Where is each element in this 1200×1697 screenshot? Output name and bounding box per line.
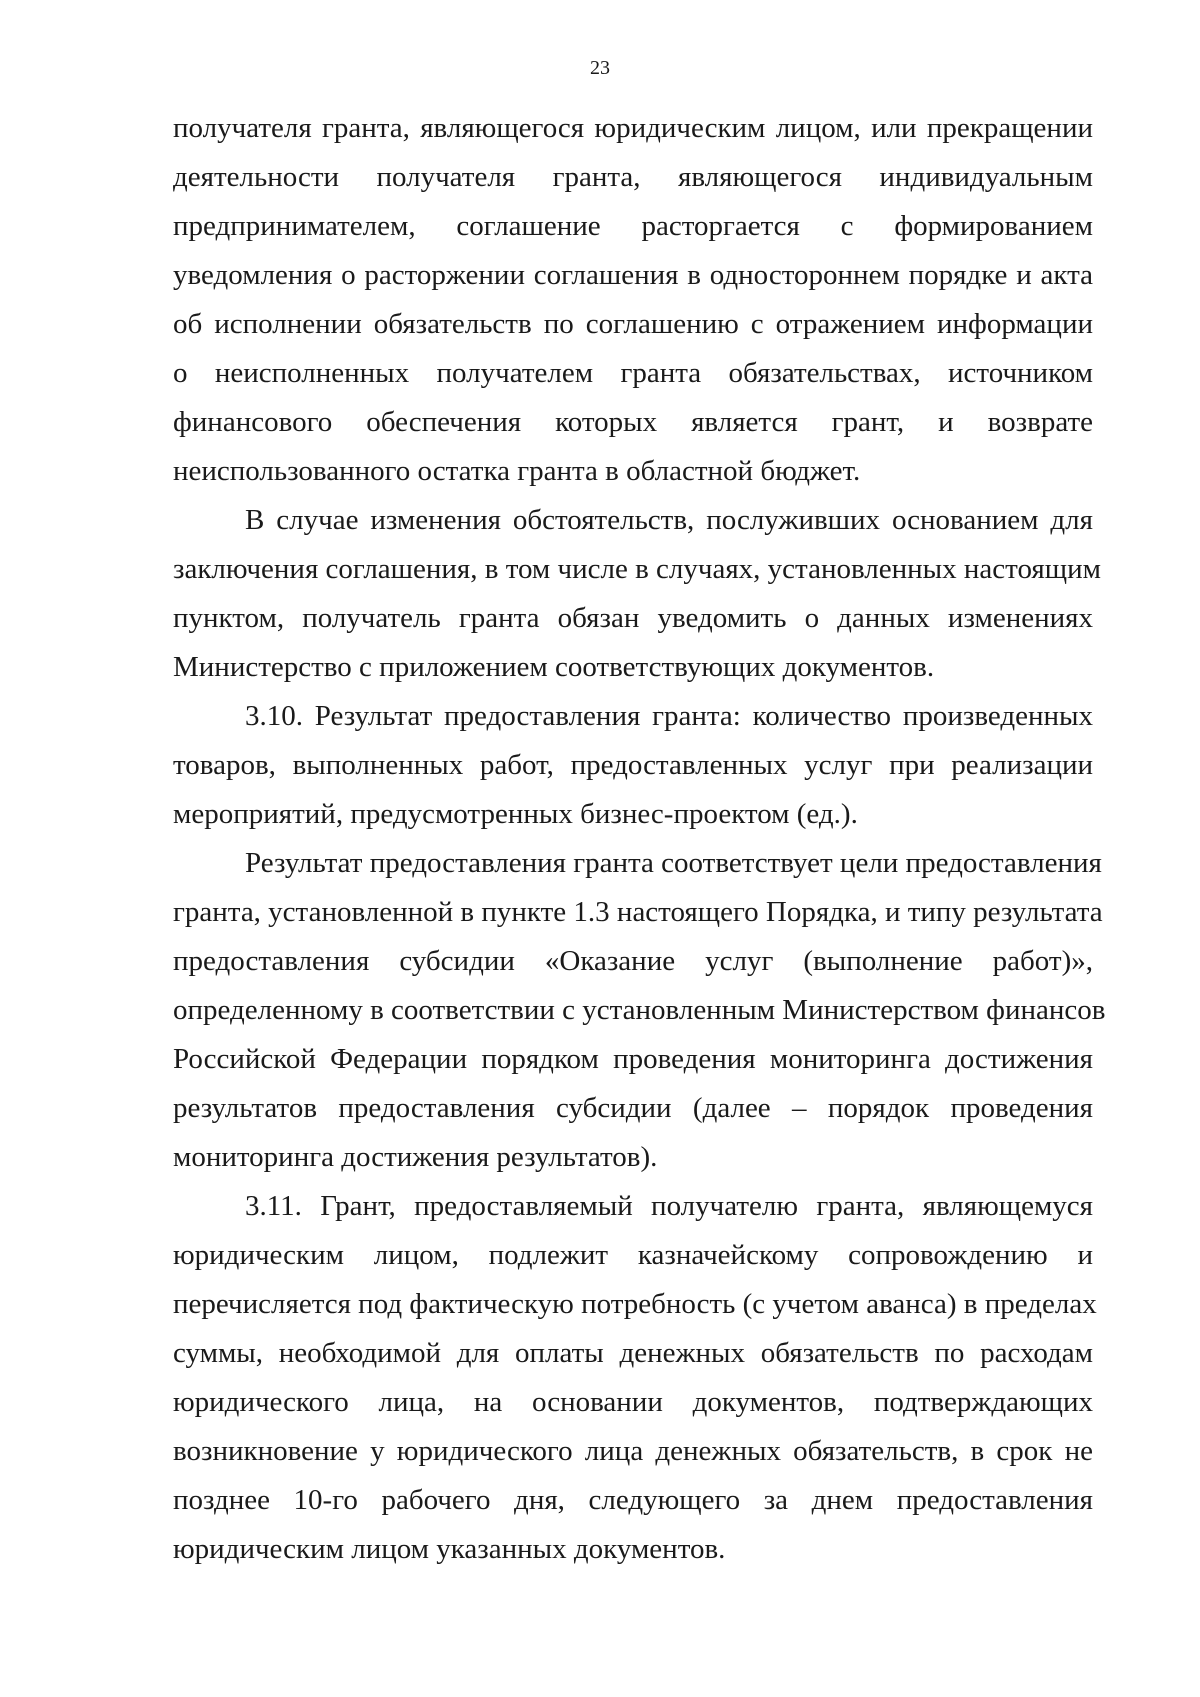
text-line: мероприятий, предусмотренных бизнес-проектом (ед.).	[173, 798, 858, 830]
text-line: Российской Федерации порядком проведения мониторинга достижения	[173, 1043, 1093, 1075]
text-line: позднее 10-го рабочего дня, следующего за днем предоставления	[173, 1484, 1093, 1516]
text-line: суммы, необходимой для оплаты денежных обязательств по расходам	[173, 1337, 1093, 1369]
paragraph	[173, 839, 1106, 1182]
text-line: возникновение у юридического лица денежных обязательств, в срок не	[173, 1435, 1093, 1467]
page-number: 23	[590, 57, 610, 79]
text-line: В случае изменения обстоятельств, послуживших основанием для	[245, 504, 1093, 536]
text-line: определенному в соответствии с установленным Министерством финансов	[173, 994, 1106, 1026]
text-line: заключения соглашения, в том числе в случаях, установленных настоящим	[173, 553, 1101, 585]
text-line: товаров, выполненных работ, предоставленных услуг при реализации	[173, 749, 1093, 781]
paragraph	[173, 1182, 1097, 1574]
text-line: гранта, установленной в пункте 1.3 настоящего Порядка, и типу результата	[173, 896, 1103, 928]
text-line: юридического лица, на основании документов, подтверждающих	[173, 1386, 1093, 1418]
text-line: мониторинга достижения результатов).	[173, 1141, 658, 1173]
paragraph	[173, 692, 1093, 839]
text-line: Результат предоставления гранта соответствует цели предоставления	[245, 847, 1102, 879]
text-line: 3.10. Результат предоставления гранта: количество произведенных	[245, 700, 1093, 732]
text-line: об исполнении обязательств по соглашению с отражением информации	[173, 308, 1093, 340]
text-line: предпринимателем, соглашение расторгается с формированием	[173, 210, 1093, 242]
text-line: 3.11. Грант, предоставляемый получателю гранта, являющемуся	[245, 1190, 1093, 1222]
text-line: юридическим лицом, подлежит казначейскому сопровождению и	[173, 1239, 1093, 1271]
text-line: Министерство с приложением соответствующих документов.	[173, 651, 935, 683]
text-line: юридическим лицом указанных документов.	[173, 1533, 726, 1565]
text-line: деятельности получателя гранта, являющегося индивидуальным	[173, 161, 1093, 193]
text-line: перечисляется под фактическую потребность (с учетом аванса) в пределах	[173, 1288, 1097, 1320]
document-body	[173, 104, 1106, 1574]
text-line: уведомления о расторжении соглашения в одностороннем порядке и акта	[173, 259, 1093, 291]
text-line: пунктом, получатель гранта обязан уведомить о данных изменениях	[173, 602, 1093, 634]
text-line: неиспользованного остатка гранта в областной бюджет.	[173, 455, 861, 487]
text-line: получателя гранта, являющегося юридическим лицом, или прекращении	[173, 112, 1093, 144]
paragraph	[173, 496, 1101, 692]
text-line: результатов предоставления субсидии (далее – порядок проведения	[173, 1092, 1093, 1124]
paragraph	[173, 104, 1093, 496]
text-line: о неисполненных получателем гранта обязательствах, источником	[173, 357, 1093, 389]
text-line: финансового обеспечения которых является грант, и возврате	[173, 406, 1093, 438]
text-line: предоставления субсидии «Оказание услуг (выполнение работ)»,	[173, 945, 1093, 977]
